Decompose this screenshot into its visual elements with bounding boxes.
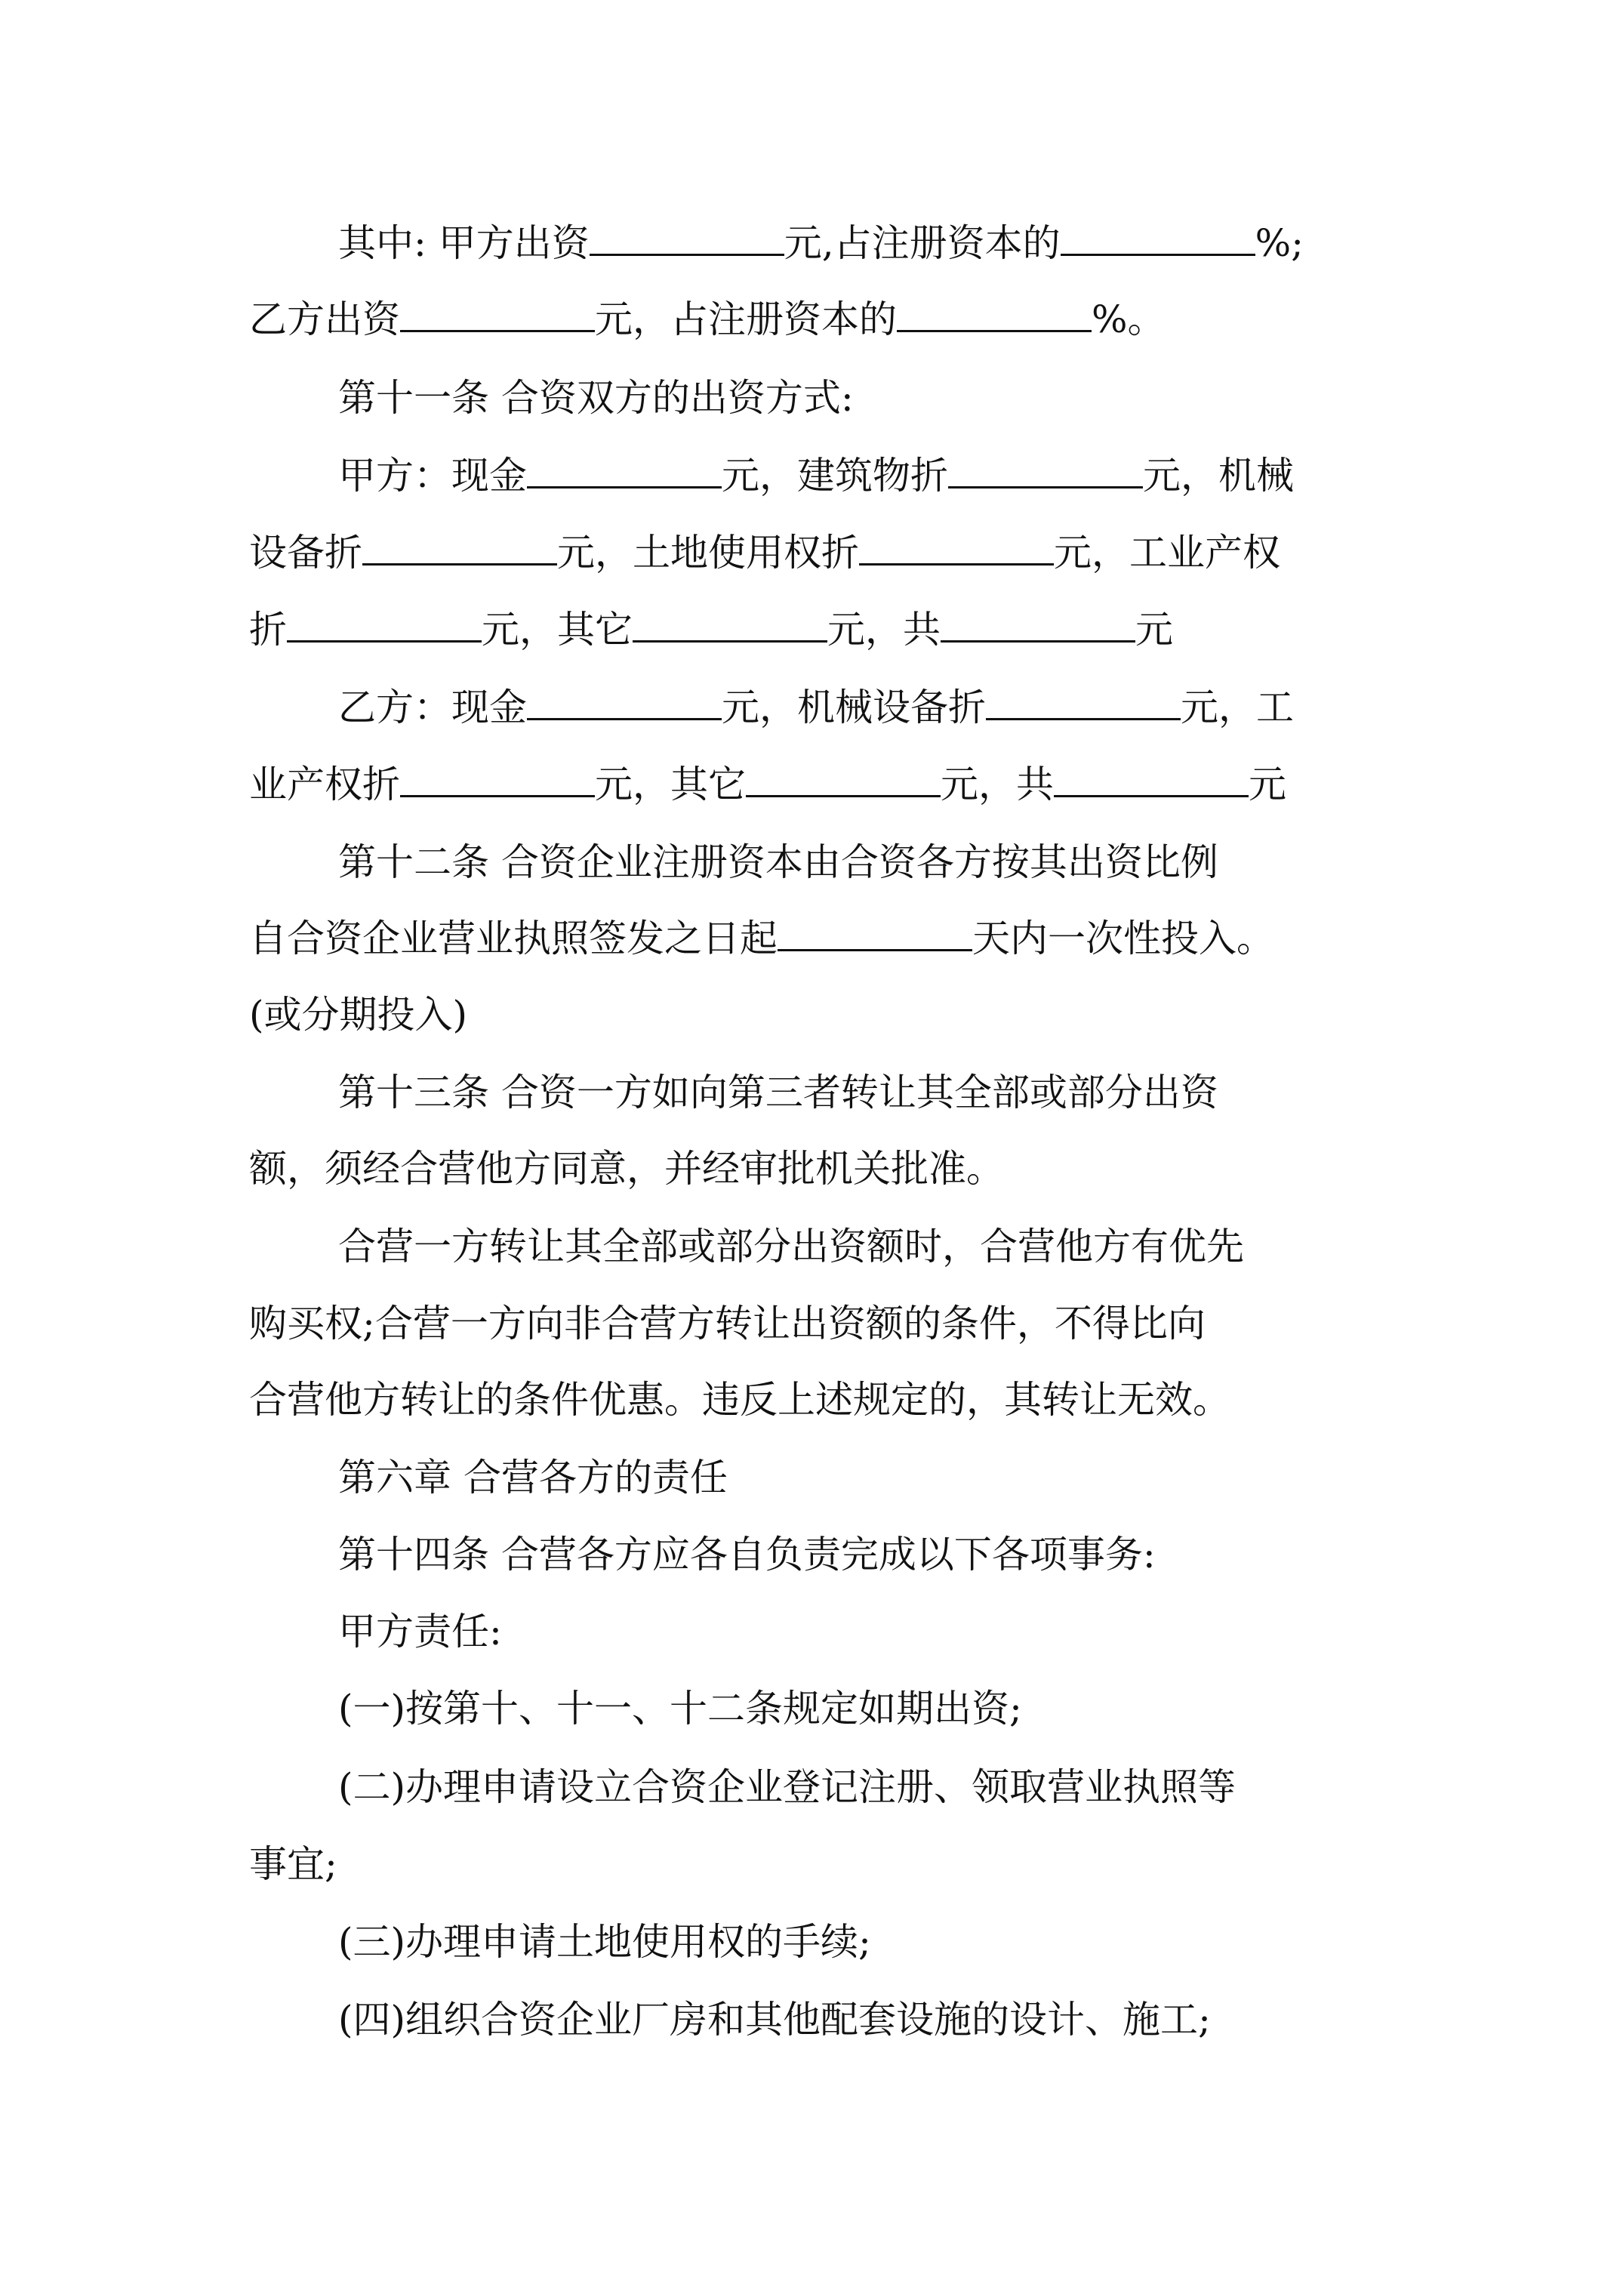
fill-in-blank	[948, 456, 1143, 488]
text-line	[338, 1607, 502, 1656]
fill-in-blank	[897, 300, 1092, 332]
text-segment: 甲方：现金	[338, 454, 527, 498]
text-line	[338, 374, 854, 422]
text-segment: 乙方：现金	[338, 686, 527, 729]
fill-in-blank	[986, 688, 1181, 720]
text-segment: 购买权;合营一方向非合营方转让出资额的条件，不得比向	[249, 1302, 1206, 1345]
text-segment: (二)办理申请设立合资企业登记注册、领取营业执照等	[338, 1765, 1236, 1809]
text-line	[338, 1918, 871, 1966]
text-line	[338, 838, 1218, 886]
text-segment: 元，建筑物折	[722, 454, 948, 498]
text-segment: 第十四条 合营各方应各自负责完成以下各项事务:	[338, 1533, 1156, 1576]
text-line	[338, 219, 1304, 267]
text-line	[249, 760, 1286, 809]
text-line	[338, 1222, 1244, 1271]
text-segment: 第十三条 合资一方如向第三者转让其全部或部分出资	[338, 1071, 1218, 1114]
text-segment: 设备折	[249, 531, 362, 575]
text-segment: (三)办理申请土地使用权的手续;	[338, 1920, 871, 1964]
fill-in-blank	[527, 688, 722, 720]
text-segment: 元，工业产权	[1054, 531, 1280, 575]
text-segment: 合营一方转让其全部或部分出资额时，合营他方有优先	[338, 1225, 1244, 1268]
text-segment: 元，共	[941, 763, 1054, 806]
text-line	[338, 1684, 1022, 1733]
text-line	[249, 991, 467, 1039]
fill-in-blank	[1054, 765, 1249, 797]
text-segment: 第十二条 合资企业注册资本由合资各方按其出资比例	[338, 840, 1218, 884]
text-segment: 天内一次性投入。	[972, 917, 1274, 960]
text-segment: 自合资企业营业执照签发之日起	[249, 917, 778, 960]
text-line	[338, 1068, 1218, 1117]
text-segment: 乙方出资	[249, 297, 400, 341]
fill-in-blank	[287, 610, 482, 643]
text-segment: 元，占注册资本的	[595, 297, 897, 341]
fill-in-blank	[746, 765, 941, 797]
fill-in-blank	[859, 533, 1054, 566]
fill-in-blank	[778, 919, 972, 951]
text-segment: 元，其它	[482, 608, 633, 652]
text-segment: 元，共	[827, 608, 941, 652]
text-segment: 事宜;	[249, 1842, 337, 1886]
text-segment: 折	[249, 608, 287, 652]
text-segment: %;	[1255, 221, 1304, 265]
text-line	[249, 1376, 1230, 1424]
fill-in-blank	[527, 456, 722, 488]
text-segment: 元，机械设备折	[722, 686, 986, 729]
text-line	[249, 606, 1173, 654]
text-segment: 其中: 甲方出资	[338, 221, 590, 265]
text-line	[338, 1453, 728, 1502]
fill-in-blank	[590, 223, 784, 256]
text-segment: (四)组织合资企业厂房和其他配套设施的设计、施工;	[338, 1998, 1211, 2042]
text-segment: 元，其它	[595, 763, 746, 806]
text-segment: 元	[1249, 763, 1286, 806]
text-line	[338, 1996, 1211, 2044]
fill-in-blank	[400, 765, 595, 797]
text-segment: (一)按第十、十一、十二条规定如期出资;	[338, 1687, 1022, 1730]
fill-in-blank	[362, 533, 557, 566]
text-segment: 元，机械	[1143, 454, 1294, 498]
text-line	[338, 451, 1294, 500]
text-line	[249, 1299, 1206, 1348]
text-line	[338, 683, 1294, 732]
text-segment: 额，须经合营他方同意，并经审批机关批准。	[249, 1147, 1004, 1191]
text-segment: 业产权折	[249, 763, 400, 806]
text-segment: 元	[1135, 608, 1173, 652]
text-line	[338, 1530, 1156, 1579]
fill-in-blank	[1061, 223, 1255, 256]
text-segment: (或分期投入)	[249, 993, 468, 1037]
fill-in-blank	[633, 610, 827, 643]
text-segment: 第六章 合营各方的责任	[338, 1456, 728, 1499]
text-line	[249, 914, 1274, 963]
text-segment: 元,占注册资本的	[784, 221, 1061, 265]
fill-in-blank	[400, 300, 595, 332]
text-segment: 第十一条 合资双方的出资方式:	[338, 376, 854, 420]
fill-in-blank	[941, 610, 1135, 643]
text-segment: %。	[1092, 297, 1166, 341]
text-segment: 甲方责任:	[338, 1610, 502, 1653]
text-line	[338, 1763, 1236, 1811]
text-line	[249, 295, 1166, 344]
text-line	[249, 529, 1280, 577]
text-line	[249, 1840, 337, 1888]
text-segment: 元，工	[1181, 686, 1294, 729]
text-segment: 元，土地使用权折	[557, 531, 859, 575]
text-line	[249, 1145, 1004, 1193]
text-segment: 合营他方转让的条件优惠。违反上述规定的，其转让无效。	[249, 1378, 1230, 1422]
